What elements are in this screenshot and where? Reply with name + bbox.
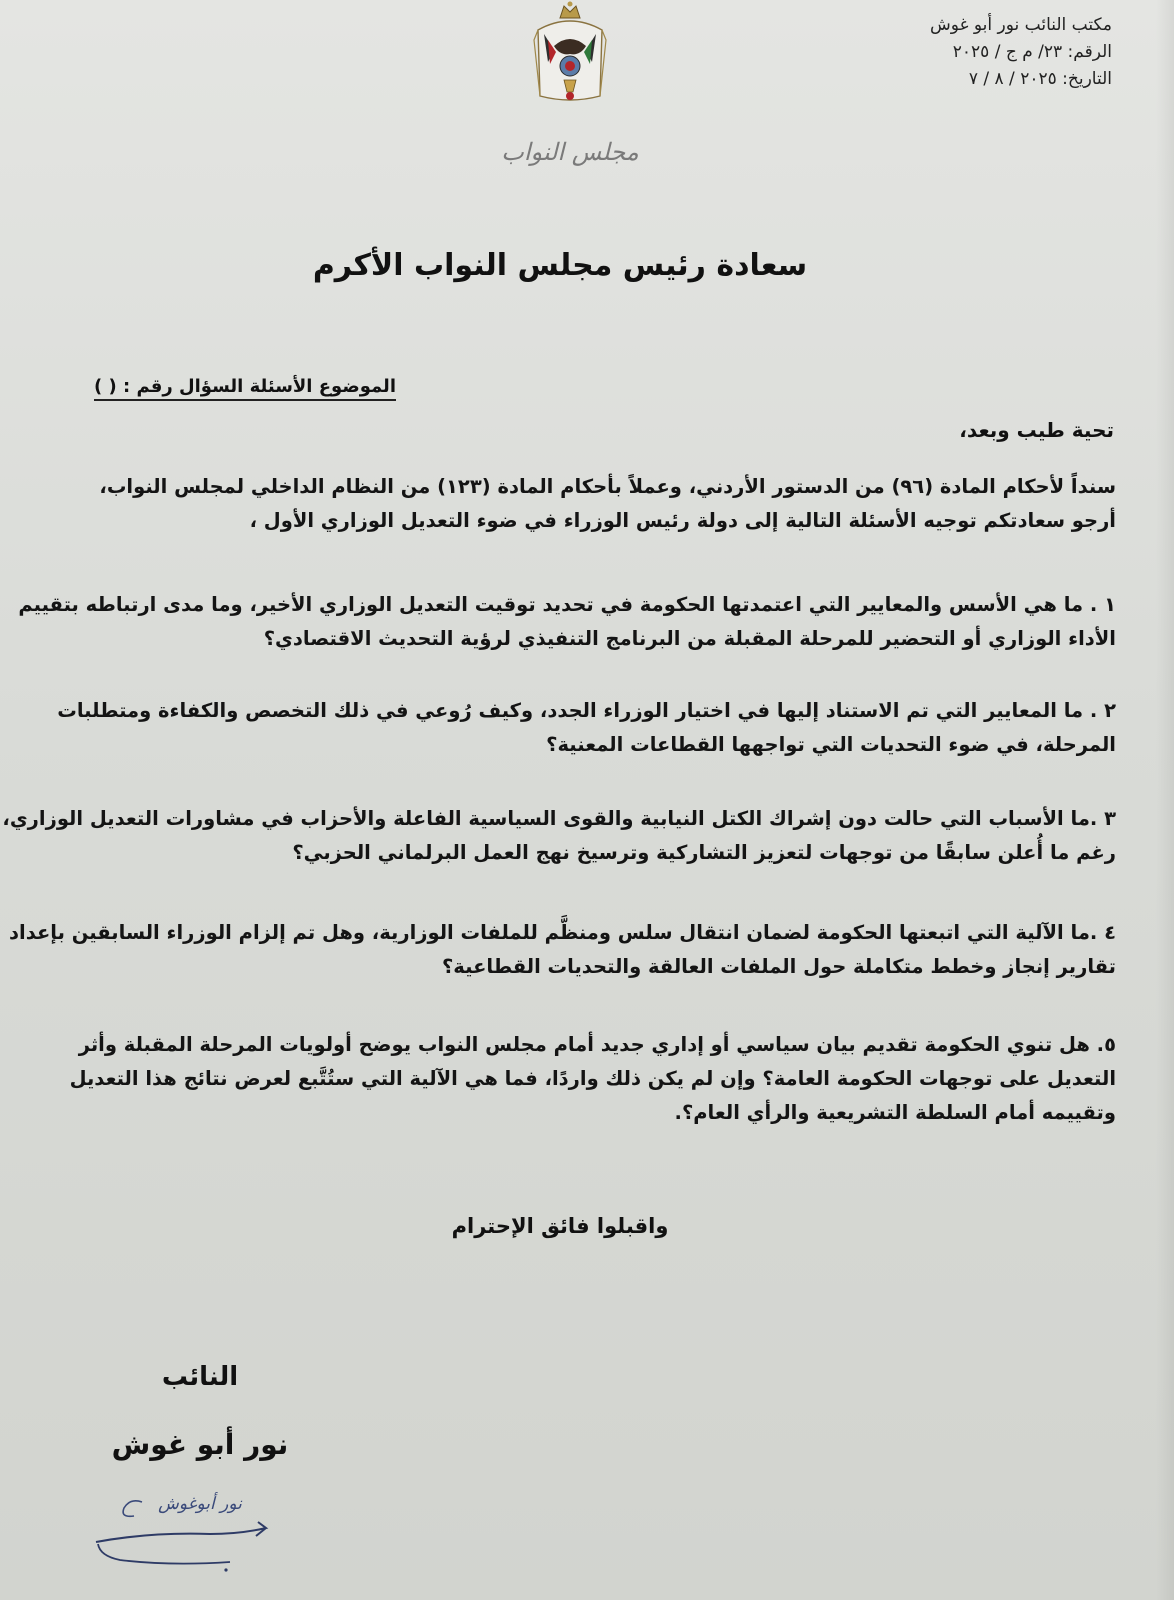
question-2 [36, 694, 1116, 762]
handwritten-signature-icon [90, 1488, 290, 1578]
parliament-logo-text: مجلس النواب [501, 138, 639, 166]
question-line: ٣ .ما الأسباب التي حالت دون إشراك الكتل النيابية والقوى السياسية الفاعلة والأحزاب في مشاورات التعديل الوزاري، [2, 807, 1116, 830]
question-line: ٤ .ما الآلية التي اتبعتها الحكومة لضمان انتقال سلس ومنظَّم للملفات الوزارية، وهل تم إلزام الوزراء السابقين بإعداد [9, 921, 1116, 944]
jordan-coat-of-arms-icon [530, 0, 610, 110]
intro-paragraph [36, 470, 1116, 538]
office-name: مكتب النائب نور أبو غوش [930, 15, 1112, 35]
greeting: تحية طيب وبعد، [959, 418, 1114, 442]
question-line: وتقييمه أمام السلطة التشريعية والرأي العام؟. [674, 1101, 1116, 1124]
intro-line: سنداً لأحكام المادة (٩٦) من الدستور الأردني، وعملاً بأحكام المادة (١٢٣) من النظام الداخلي لمجلس النواب، [99, 475, 1116, 498]
signer-title: النائب [161, 1362, 239, 1392]
question-line: التعديل على توجهات الحكومة العامة؟ وإن لم يكن ذلك واردًا، فما هي الآلية التي ستُتَّبع لعرض نتائج هذا التعديل [69, 1067, 1116, 1090]
question-1 [18, 588, 1116, 656]
question-line: تقارير إنجاز وخطط متكاملة حول الملفات العالقة والتحديات القطاعية؟ [441, 955, 1116, 978]
question-line: ٥. هل تنوي الحكومة تقديم بيان سياسي أو إداري جديد أمام مجلس النواب يوضح أولويات المرحلة المقبلة وأثر [78, 1033, 1116, 1056]
closing-salutation: واقبلوا فائق الإحترام [451, 1214, 669, 1238]
reference-number: الرقم: ٢٣/ م ج / ٢٠٢٥ [952, 42, 1112, 62]
question-line: المرحلة، في ضوء التحديات التي تواجهها القطاعات المعنية؟ [546, 733, 1116, 756]
letter-date: التاريخ: ٢٠٢٥ / ٨ / ٧ [968, 69, 1112, 89]
question-line: ١ . ما هي الأسس والمعايير التي اعتمدتها الحكومة في تحديد توقيت التعديل الوزاري الأخير، وما مدى ارتباطه بتقييم [18, 593, 1116, 616]
question-4 [9, 916, 1116, 984]
page-edge-shadow [1156, 0, 1174, 1600]
addressee-heading: سعادة رئيس مجلس النواب الأكرم [312, 248, 808, 283]
question-3 [2, 802, 1116, 870]
question-line: ٢ . ما المعايير التي تم الاستناد إليها في اختيار الوزراء الجدد، وكيف رُوعي في ذلك التخصص والكفاءة ومتطلبات [57, 699, 1116, 722]
signer-name: نور أبو غوش [111, 1428, 289, 1461]
question-line: رغم ما أُعلن سابقًا من توجهات لتعزيز التشاركية وترسيخ نهج العمل البرلماني الحزبي؟ [292, 841, 1116, 864]
question-line: الأداء الوزاري أو التحضير للمرحلة المقبلة من البرنامج التنفيذي لرؤية التحديث الاقتصادي؟ [263, 627, 1116, 650]
office-header [872, 12, 1112, 93]
handwritten-signature-text: نور أبوغوش [158, 1494, 242, 1514]
question-5 [36, 1028, 1116, 1130]
subject-line: الموضوع الأسئلة السؤال رقم : ( ) [94, 376, 396, 401]
intro-line: أرجو سعادتكم توجيه الأسئلة التالية إلى دولة رئيس الوزراء في ضوء التعديل الوزاري الأول ، [249, 509, 1116, 532]
